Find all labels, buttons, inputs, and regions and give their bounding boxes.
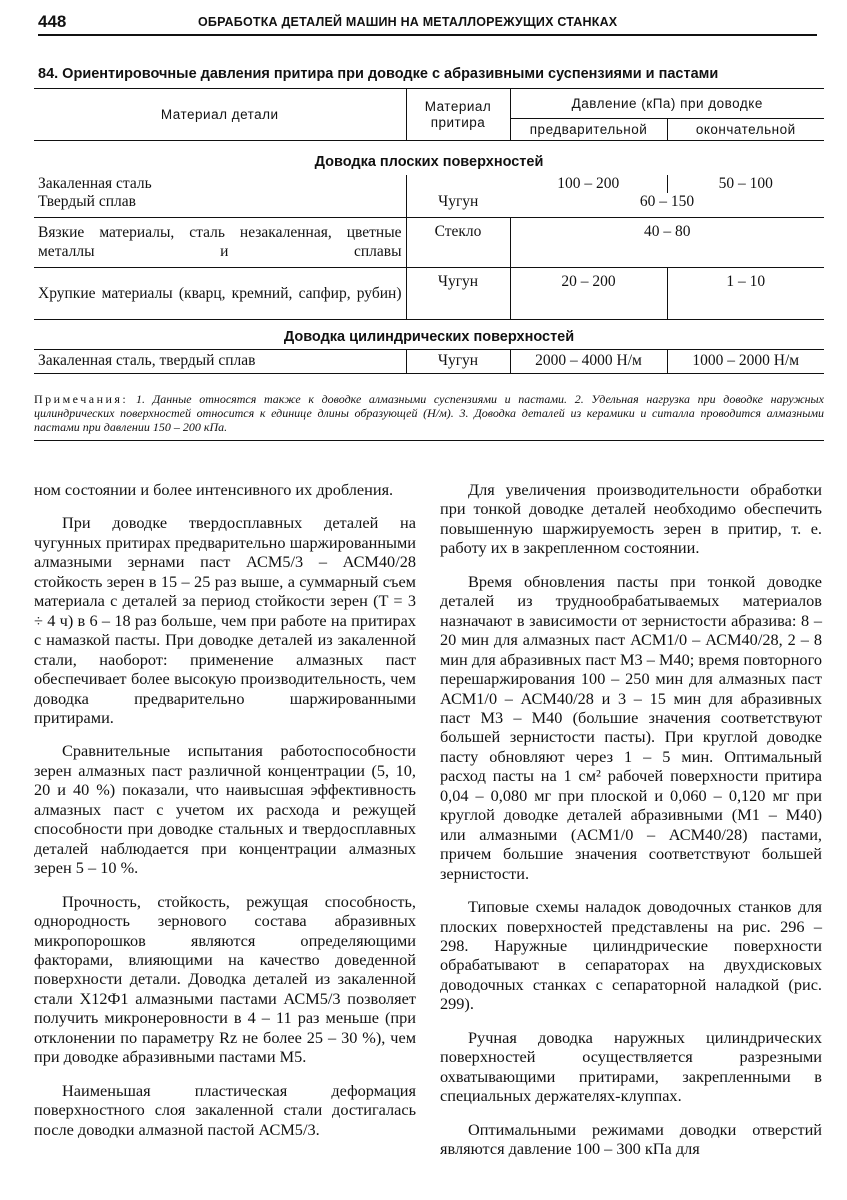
right-paragraph-1: Для увеличения производительности обработки при тонкой доводке деталей необходимо обеспечить повышенную шаржируемость зерен в притир, т. е. работу их в закрепленном состоянии. <box>440 480 822 558</box>
body-column-right <box>440 480 822 1173</box>
left-paragraph-4: Прочность, стойкость, режущая способность, однородность зернового состава абразивных микропорошков являются определяющими факторами, влияющими на качество доведенной поверхности детали. Доводка деталей из закаленной стали Х12Ф1 алмазными пастами АСМ5/3 позволяет получить микронеровности в 4 – 11 раз меньше (при отклонении по параметру Rz не более 25 – 30 %), чем при доводке абразивными пастами М5. <box>34 891 416 1067</box>
right-paragraph-3: Типовые схемы наладок доводочных станков для плоских поверхностей представлены на рис. 296 – 298. Наружные цилиндрические поверхности обрабатывают в сепараторах на двухдисковых доводочных станках с сепараторной наладкой (рис. 299). <box>440 897 822 1014</box>
left-paragraph-1: ном состоянии и более интенсивного их дробления. <box>34 480 394 499</box>
flat-row-1-lap <box>406 175 510 193</box>
flat-row-4-final: 1 – 10 <box>667 267 824 319</box>
page-number: 448 <box>38 12 67 31</box>
page-header <box>38 12 817 36</box>
running-title: ОБРАБОТКА ДЕТАЛЕЙ МАШИН НА МЕТАЛЛОРЕЖУЩИХ СТАНКАХ <box>198 15 618 29</box>
section-cylindrical: Доводка цилиндрических поверхностей <box>283 329 575 345</box>
flat-row-2-material: Твердый сплав <box>34 193 406 218</box>
header-lap-material: Материал притира <box>406 89 510 141</box>
right-paragraph-2: Время обновления пасты при тонкой доводке деталей из труднообрабатываемых материалов назначают в зависимости от зернистости абразива: 8 – 20 мин для алмазных паст АСМ1/0 – АСМ40/28, 2 – 8 мин для абразивных паст М3 – М40; время повторного перешаржирования 100 – 250 мин для алмазных паст АСМ1/0 – АСМ40/28 и 3 – 15 мин для абразивных паст М3 – М40 (большие значения соответствуют большей зернистости пасты). При круглой доводке пасту обновляют через 1 – 5 мин. Оптимальный расход пасты на 1 см² рабочей поверхности притира 0,04 – 0,080 мг при плоской и 0,060 – 0,120 мг при круглой доводке деталей абразивными (М1 – М40) или алмазными (АСМ1/0 – АСМ40/28) пастами, причем большие значения соответствуют большей зернистости. <box>440 571 822 883</box>
right-paragraph-4: Ручная доводка наружных цилиндрических поверхностей осуществляется разрезными охватывающими притирами, закрепленными в специальных держателях-клуппах. <box>440 1027 822 1106</box>
left-paragraph-5: Наименьшая пластическая деформация поверхностного слоя закаленной стали достигалась после доводки алмазной пастой АСМ5/3. <box>34 1080 416 1139</box>
table-title: 84. Ориентировочные давления притира при доводке с абразивными суспензиями и пастами <box>38 66 719 82</box>
flat-row-4-lap: Чугун <box>406 267 510 319</box>
left-paragraph-2: При доводке твердосплавных деталей на чугунных притирах предварительно шаржированными алмазными зернами паст АСМ5/3 – АСМ40/28 стойкость зерен в 15 – 25 раз выше, а суммарный съем материала с деталей за период стойкости зерен (T = 3 ÷ 4 ч) в 6 – 18 раз больше, чем при работе на притирах с намазкой пасты. При доводке деталей из закаленной стали, наоборот: применение алмазных паст обеспечивает более высокую производительность, чем доводка предварительно шаржированными притирами. <box>34 513 416 727</box>
left-paragraph-3: Сравнительные испытания работоспособности зерен алмазных паст различной концентрации (5, 10, 20 и 40 %) показали, что наивысшая эффективность алмазных паст с учетом их расхода и режущей способности при доводке стальных и твердосплавных деталей наблюдается при концентрации алмазных зерен 5 – 10 %. <box>34 741 416 878</box>
cyl-row-1-final: 1000 – 2000 Н/м <box>667 349 824 373</box>
flat-row-3-material: Вязкие материалы, сталь незакаленная, цветные металлы и сплавы <box>34 217 406 267</box>
cyl-row-1-lap: Чугун <box>406 349 510 373</box>
header-part-material: Материал детали <box>34 89 406 141</box>
body-column-left <box>34 480 416 1153</box>
right-paragraph-5: Оптимальными режимами доводки отверстий являются давление 100 – 300 кПа для <box>440 1119 822 1159</box>
notes-text: 1. Данные относятся также к доводке алмазными суспензиями и пастами. 2. Удельная нагрузка при доводке наружных цилиндрических поверхностей относится к единице длины образующей (Н/м). 3. Доводка деталей из керамики и ситалла проводится алмазными пастами при давлении 150 – 200 кПа. <box>34 392 825 434</box>
flat-row-3-combined: 40 – 80 <box>510 217 824 267</box>
flat-row-2-lap: Чугун <box>406 193 510 218</box>
flat-row-2-combined: 60 – 150 <box>510 193 824 218</box>
flat-row-3-lap: Стекло <box>406 217 510 267</box>
table-notes <box>34 392 824 441</box>
header-final: окончательной <box>667 119 824 141</box>
flat-row-4-preliminary: 20 – 200 <box>510 267 667 319</box>
flat-row-1-preliminary: 100 – 200 <box>557 174 620 192</box>
section-flat: Доводка плоских поверхностей <box>34 141 824 175</box>
header-pressure: Давление (кПа) при доводке <box>510 89 824 119</box>
flat-row-1-material: Закаленная сталь <box>38 174 152 192</box>
cyl-row-1-material: Закаленная сталь, твердый сплав <box>34 349 406 373</box>
flat-row-1-final: 50 – 100 <box>667 175 824 193</box>
pressure-table <box>34 88 824 374</box>
flat-row-4-material: Хрупкие материалы (кварц, кремний, сапфир, рубин) <box>34 267 406 319</box>
header-preliminary: предварительной <box>510 119 667 141</box>
notes-label: Примечания: <box>34 392 129 406</box>
cyl-row-1-preliminary: 2000 – 4000 Н/м <box>510 349 667 373</box>
